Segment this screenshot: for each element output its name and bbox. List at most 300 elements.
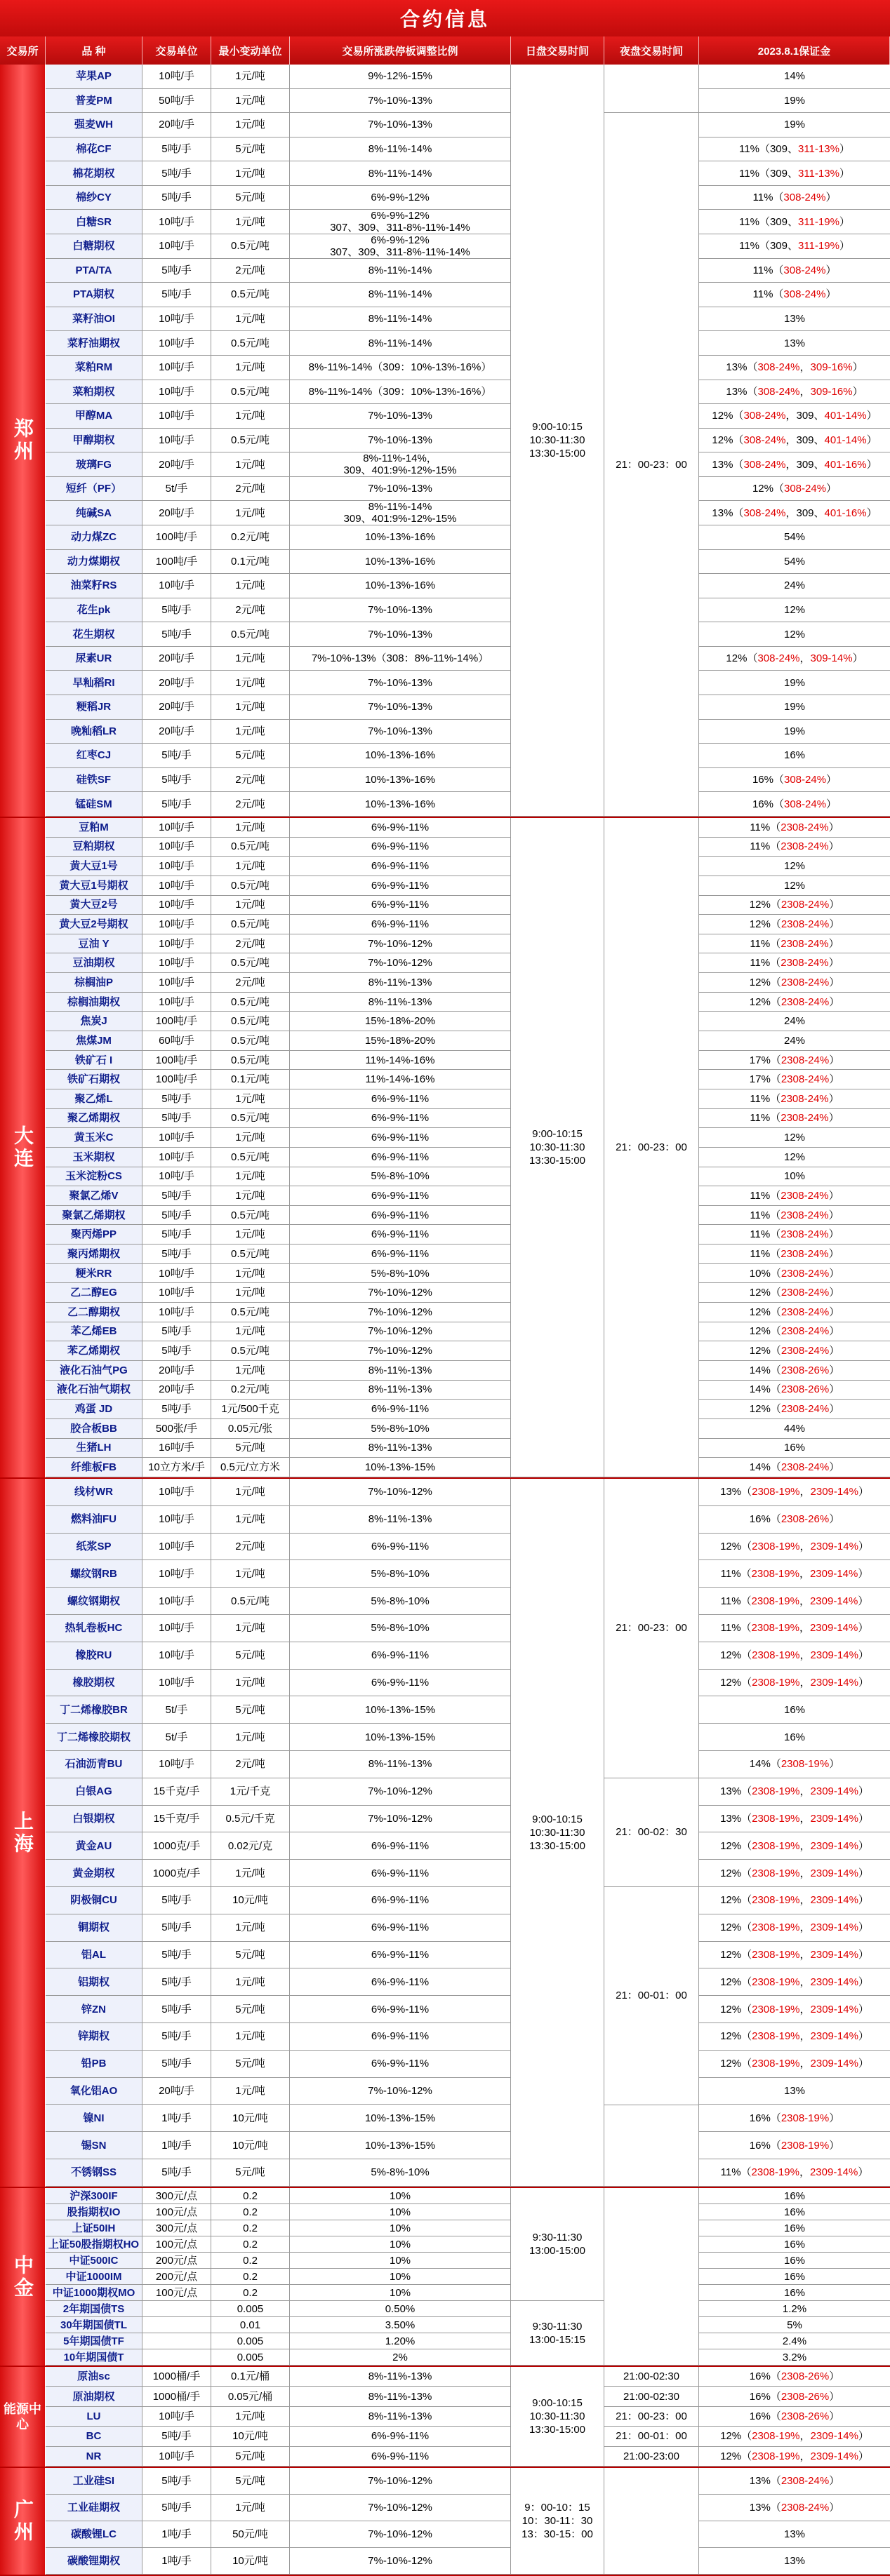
margin-cell: 12%（ 2308-19% ， 2309-14% ） (699, 1914, 890, 1942)
highlight-text: 2309-14% (810, 1921, 858, 1934)
limit-ratio-cell: 6%-9%-11% (290, 876, 511, 895)
unit-cell: 10吨/手 (142, 404, 211, 428)
table-row (46, 896, 511, 915)
product-cell: 花生pk (46, 598, 142, 622)
header-min-change: 最小变动单位 (211, 36, 290, 65)
limit-ratio-cell: 6%-9%-11% (290, 1670, 511, 1696)
product-cell: 橡胶期权 (46, 1670, 142, 1696)
margin-cell: 16% (699, 2269, 890, 2285)
table-row (46, 1887, 511, 1914)
highlight-text: 2308-24% (781, 1073, 830, 1086)
product-cell: 氧化铝AO (46, 2078, 142, 2105)
unit-cell: 60吨/手 (142, 1031, 211, 1050)
table-row (46, 792, 511, 817)
highlight-text: 2308-19% (752, 2058, 800, 2070)
unit-cell: 10吨/手 (142, 1167, 211, 1186)
night-session-column (604, 65, 699, 817)
table-row (46, 2204, 511, 2220)
table-row (46, 2333, 511, 2349)
highlight-text: 2309-14% (810, 2058, 858, 2070)
product-cell: 不锈钢SS (46, 2159, 142, 2186)
limit-ratio-cell: 8%-11%-13% (290, 1751, 511, 1778)
min-change-cell: 5元/吨 (211, 2159, 290, 2186)
highlight-text: 308-24% (757, 385, 800, 398)
table-row (46, 1968, 511, 1996)
table-row (46, 993, 511, 1012)
min-change-cell: 5元/吨 (211, 1439, 290, 1458)
night-session-time: 21：00-23：00 (604, 818, 698, 1477)
table-row (46, 1012, 511, 1031)
highlight-text: 308-24% (783, 288, 826, 301)
limit-ratio-cell: 6%-9%-11% (290, 1225, 511, 1244)
unit-cell: 5t/手 (142, 1696, 211, 1723)
product-cell: 纯碱SA (46, 501, 142, 525)
min-change-cell: 1元/吨 (211, 1860, 290, 1886)
limit-ratio-cell: 7%-10%-13% (290, 695, 511, 719)
exchange-label: 大连 (0, 818, 46, 1477)
table-row (46, 1400, 511, 1419)
unit-cell: 5t/手 (142, 1724, 211, 1750)
unit-cell: 5吨/手 (142, 1322, 211, 1341)
unit-cell: 100元/点 (142, 2285, 211, 2300)
product-cell: 阴极铜CU (46, 1887, 142, 1914)
highlight-text: 2308-19% (752, 1540, 800, 1552)
limit-ratio-cell: 6%-9%-11% (290, 1832, 511, 1859)
product-cell: BC (46, 2427, 142, 2446)
unit-cell: 20吨/手 (142, 452, 211, 476)
product-cell: 菜粕期权 (46, 380, 142, 404)
margin-cell: 24% (699, 1031, 890, 1051)
margin-cell: 10%（ 2308-24% ） (699, 1264, 890, 1284)
product-cell: PTA期权 (46, 283, 142, 307)
unit-cell: 10吨/手 (142, 1751, 211, 1778)
min-change-cell: 5元/吨 (211, 186, 290, 210)
highlight-text: 2308-19% (752, 1785, 800, 1798)
product-cell: 白糖SR (46, 210, 142, 234)
limit-ratio-cell: 7%-10%-12% (290, 1322, 511, 1341)
unit-cell: 100元/点 (142, 2236, 211, 2252)
product-cell: 聚氯乙烯V (46, 1186, 142, 1205)
product-cell: 聚乙烯期权 (46, 1109, 142, 1128)
product-cell: 普麦PM (46, 89, 142, 113)
contract-rows (46, 2367, 511, 2467)
unit-cell: 10吨/手 (142, 1642, 211, 1669)
margin-cell: 13%（ 308-24% ，309、 401-16% ） (699, 501, 890, 525)
limit-ratio-cell: 6%-9%-11% (290, 1914, 511, 1941)
min-change-cell: 0.5元/吨 (211, 380, 290, 404)
highlight-text: 309-16% (810, 361, 853, 374)
highlight-text: 311-13% (797, 143, 839, 156)
margin-cell: 12%（ 308-24% ，309、 401-14% ） (699, 404, 890, 429)
unit-cell: 1吨/手 (142, 2521, 211, 2547)
product-cell: 2年期国债TS (46, 2301, 142, 2316)
product-cell: 强麦WH (46, 113, 142, 137)
limit-ratio-cell: 10%-13%-15% (290, 2105, 511, 2131)
limit-ratio-cell: 1.20% (290, 2333, 511, 2349)
limit-ratio-cell: 6%-9%-11% (290, 1400, 511, 1418)
product-cell: 粳米RR (46, 1264, 142, 1283)
highlight-text: 2309-14% (810, 1894, 858, 1907)
limit-ratio-cell: 10%-13%-15% (290, 2132, 511, 2159)
highlight-text: 2309-14% (810, 2430, 858, 2443)
highlight-text: 2308-19% (752, 1975, 800, 1988)
margin-cell: 10% (699, 1167, 890, 1187)
product-cell: 短纤（PF） (46, 477, 142, 501)
night-session-time: 21：00-23：00 (604, 1479, 698, 1778)
limit-ratio-cell: 6%-9%-11% (290, 2427, 511, 2446)
margin-cell: 13% (699, 307, 890, 332)
highlight-text: 2308-24% (781, 1054, 830, 1066)
unit-cell: 5吨/手 (142, 744, 211, 767)
product-cell: 油菜籽RS (46, 574, 142, 598)
margin-cell: 12%（ 2308-19% ， 2309-14% ） (699, 1832, 890, 1860)
margin-cell: 44% (699, 1419, 890, 1439)
min-change-cell: 2元/吨 (211, 934, 290, 953)
min-change-cell: 0.2 (211, 2188, 290, 2203)
exchange-label: 上海 (0, 1479, 46, 2187)
limit-ratio-cell: 7%-10%-13% (290, 720, 511, 744)
table-row (46, 2023, 511, 2051)
min-change-cell: 0.5元/吨 (211, 876, 290, 895)
unit-cell: 5吨/手 (142, 137, 211, 161)
unit-cell: 15千克/手 (142, 1778, 211, 1805)
min-change-cell: 0.2 (211, 2236, 290, 2252)
min-change-cell: 1元/吨 (211, 720, 290, 744)
limit-ratio-cell: 6%-9%-11% (290, 1089, 511, 1108)
unit-cell: 100吨/手 (142, 1012, 211, 1031)
limit-ratio-cell: 7%-10%-12% (290, 2468, 511, 2494)
limit-ratio-cell: 10% (290, 2285, 511, 2300)
product-cell: 铝期权 (46, 1968, 142, 1995)
highlight-text: 2308-26% (781, 1383, 830, 1396)
table-row (46, 2269, 511, 2285)
product-cell: 30年期国债TL (46, 2317, 142, 2333)
table-row (46, 1419, 511, 1439)
min-change-cell: 5元/吨 (211, 2447, 290, 2466)
margin-cell: 11%（ 2308-19% ， 2309-14% ） (699, 1588, 890, 1615)
table-row (46, 2387, 511, 2406)
unit-cell: 10吨/手 (142, 1128, 211, 1147)
night-session-column (604, 2367, 699, 2467)
highlight-text: 2308-24% (781, 995, 830, 1008)
unit-cell: 10吨/手 (142, 993, 211, 1012)
highlight-text: 2308-24% (781, 1345, 830, 1357)
unit-cell: 10吨/手 (142, 307, 211, 331)
min-change-cell: 0.5元/吨 (211, 1588, 290, 1614)
table-row (46, 720, 511, 744)
exchange-label: 广州 (0, 2468, 46, 2575)
product-cell: 棕榈油期权 (46, 993, 142, 1012)
min-change-cell: 0.5元/吨 (211, 1109, 290, 1128)
product-cell: 股指期权IO (46, 2204, 142, 2220)
unit-cell: 10立方米/手 (142, 1458, 211, 1477)
margin-cell: 16%（ 2308-26% ） (699, 2387, 890, 2406)
margin-cell: 12%（ 2308-19% ， 2309-14% ） (699, 2051, 890, 2078)
product-cell: 白银期权 (46, 1806, 142, 1832)
product-cell: 焦煤JM (46, 1031, 142, 1050)
highlight-text: 401-14% (824, 410, 867, 422)
min-change-cell: 0.5元/吨 (211, 1245, 290, 1263)
limit-ratio-cell: 5%-8%-10% (290, 1588, 511, 1614)
product-cell: 中证500IC (46, 2253, 142, 2268)
unit-cell: 10吨/手 (142, 331, 211, 355)
product-cell: 5年期国债TF (46, 2333, 142, 2349)
min-change-cell: 1元/吨 (211, 1968, 290, 1995)
min-change-cell: 5元/吨 (211, 744, 290, 767)
margin-cell: 5% (699, 2317, 890, 2333)
min-change-cell: 1元/吨 (211, 2078, 290, 2105)
unit-cell: 200元/点 (142, 2269, 211, 2284)
table-row (46, 671, 511, 695)
margin-cell: 12%（ 2308-24% ） (699, 915, 890, 934)
unit-cell: 5吨/手 (142, 2023, 211, 2050)
unit-cell: 5吨/手 (142, 2051, 211, 2077)
product-cell: 玉米淀粉CS (46, 1167, 142, 1186)
night-session-time: 21：00-23：00 (604, 113, 698, 817)
limit-ratio-cell: 6%-9%-11% (290, 1206, 511, 1225)
limit-ratio-cell: 8%-11%-13% (290, 2367, 511, 2386)
highlight-text: 2308-24% (781, 1267, 830, 1280)
unit-cell: 5吨/手 (142, 1109, 211, 1128)
unit-cell: 10吨/手 (142, 429, 211, 452)
min-change-cell: 0.2 (211, 2220, 290, 2236)
exchange-section (0, 2188, 890, 2367)
product-cell: 鸡蛋 JD (46, 1400, 142, 1418)
unit-cell (142, 2317, 211, 2333)
product-cell: NR (46, 2447, 142, 2466)
limit-ratio-cell: 8%-11%-13% (290, 973, 511, 992)
header-unit: 交易单位 (142, 36, 211, 65)
header-product: 品 种 (46, 36, 142, 65)
page-title: 合约信息 (0, 0, 890, 36)
margin-cell: 16% (699, 1439, 890, 1458)
min-change-cell: 1元/吨 (211, 1225, 290, 1244)
day-session-column (511, 2188, 604, 2366)
min-change-cell: 1元/吨 (211, 113, 290, 137)
margin-cell: 12%（ 2308-19% ， 2309-14% ） (699, 1887, 890, 1914)
min-change-cell: 0.5元/吨 (211, 429, 290, 452)
min-change-cell: 0.005 (211, 2301, 290, 2316)
margin-cell: 19% (699, 113, 890, 137)
margin-cell: 16%（ 2308-19% ） (699, 2105, 890, 2132)
table-row (46, 1806, 511, 1833)
table-row (46, 452, 511, 477)
margin-cell: 11%（309、 311-19% ） (699, 234, 890, 259)
highlight-text: 2308-26% (781, 2390, 830, 2403)
min-change-cell: 0.1元/桶 (211, 2367, 290, 2386)
limit-ratio-cell: 10%-13%-16% (290, 550, 511, 574)
highlight-text: 2309-14% (810, 2030, 858, 2043)
margin-cell: 16% (699, 2220, 890, 2236)
table-row (46, 1341, 511, 1361)
unit-cell: 5吨/手 (142, 768, 211, 792)
product-cell: 镍NI (46, 2105, 142, 2131)
limit-ratio-cell: 7%-10%-13% (290, 429, 511, 452)
limit-ratio-cell: 8%-11%-14% (290, 307, 511, 331)
unit-cell: 20吨/手 (142, 1361, 211, 1380)
min-change-cell: 5元/吨 (211, 1942, 290, 1968)
unit-cell: 5吨/手 (142, 1089, 211, 1108)
product-cell: 焦炭J (46, 1012, 142, 1031)
highlight-text: 2308-19% (752, 1676, 800, 1689)
margin-cell: 11%（ 2308-24% ） (699, 838, 890, 857)
margin-cell: 12% (699, 1128, 890, 1148)
table-row (46, 259, 511, 283)
table-row (46, 1051, 511, 1071)
min-change-cell: 2元/吨 (211, 1751, 290, 1778)
margin-cell: 13%（ 2308-19% ， 2309-14% ） (699, 1806, 890, 1833)
night-session-column (604, 818, 699, 1477)
table-row (46, 331, 511, 356)
unit-cell: 20吨/手 (142, 720, 211, 744)
margin-cell: 13%（ 308-24% ， 309-16% ） (699, 380, 890, 405)
min-change-cell: 0.5元/吨 (211, 1051, 290, 1070)
margin-cell: 13%（ 2308-24% ） (699, 2495, 890, 2521)
min-change-cell: 0.5元/吨 (211, 1206, 290, 1225)
limit-ratio-cell: 6%-9%-11% (290, 1245, 511, 1263)
header-margin: 2023.8.1保证金 (699, 36, 890, 65)
day-session-time: 9:00-10:15 10:30-11:30 13:30-15:00 (511, 1479, 604, 2187)
night-session-time: 21：00-02：30 (604, 1778, 698, 1887)
day-session-time: 9:30-11:30 13:00-15:00 (511, 2188, 604, 2301)
margin-cell: 16% (699, 1696, 890, 1724)
product-cell: 甲醇MA (46, 404, 142, 428)
night-session-time: 21:00-02:30 (604, 2387, 698, 2406)
highlight-text: 401-16% (824, 507, 867, 519)
unit-cell: 10吨/手 (142, 2407, 211, 2426)
min-change-cell: 0.5元/吨 (211, 953, 290, 972)
table-row (46, 838, 511, 857)
highlight-text: 2308-26% (781, 2410, 830, 2422)
product-cell: 中证1000期权MO (46, 2285, 142, 2300)
limit-ratio-cell: 7%-10%-12% (290, 1778, 511, 1805)
highlight-text: 2308-19% (752, 2430, 800, 2443)
highlight-text: 2308-24% (781, 1403, 830, 1416)
limit-ratio-cell: 7%-10%-12% (290, 1283, 511, 1302)
highlight-text: 2309-14% (810, 1676, 858, 1689)
product-cell: 铁矿石期权 (46, 1070, 142, 1089)
min-change-cell: 1元/吨 (211, 161, 290, 185)
product-cell: 白银AG (46, 1778, 142, 1805)
unit-cell: 20吨/手 (142, 671, 211, 695)
min-change-cell: 10元/吨 (211, 2105, 290, 2131)
unit-cell: 20吨/手 (142, 2078, 211, 2105)
unit-cell: 20吨/手 (142, 113, 211, 137)
highlight-text: 2309-14% (810, 2003, 858, 2015)
product-cell: 铁矿石 I (46, 1051, 142, 1070)
night-session-time (604, 2105, 698, 2187)
highlight-text: 308-24% (783, 483, 827, 495)
table-row (46, 768, 511, 793)
highlight-text: 309-14% (810, 652, 853, 665)
product-cell: 锰硅SM (46, 792, 142, 816)
product-cell: 黄金期权 (46, 1860, 142, 1886)
highlight-text: 2308-24% (781, 976, 830, 988)
product-cell: 丁二烯橡胶期权 (46, 1724, 142, 1750)
table-row (46, 113, 511, 137)
limit-ratio-cell: 8%-11%-13% (290, 1381, 511, 1400)
unit-cell: 10吨/手 (142, 1588, 211, 1614)
limit-ratio-cell: 8%-11%-14% (290, 331, 511, 355)
min-change-cell: 0.5元/吨 (211, 1303, 290, 1322)
margin-cell: 12%（ 2308-24% ） (699, 1400, 890, 1419)
table-row (46, 2349, 511, 2366)
highlight-text: 308-24% (783, 774, 827, 786)
product-cell: 原油sc (46, 2367, 142, 2386)
limit-ratio-cell: 6%-9%-11% (290, 1109, 511, 1128)
table-row (46, 1283, 511, 1303)
table-row (46, 2236, 511, 2253)
product-cell: 菜籽油期权 (46, 331, 142, 355)
table-row (46, 1322, 511, 1342)
limit-ratio-cell: 7%-10%-13% (290, 598, 511, 622)
min-change-cell: 1元/吨 (211, 896, 290, 915)
table-row (46, 210, 511, 234)
margin-cell: 13%（ 2308-19% ， 2309-14% ） (699, 1479, 890, 1506)
limit-ratio-cell: 6%-9%-12% (290, 186, 511, 210)
table-row (46, 2367, 511, 2387)
highlight-text: 2309-14% (810, 1975, 858, 1988)
limit-ratio-cell: 0.50% (290, 2301, 511, 2316)
unit-cell: 10吨/手 (142, 1506, 211, 1533)
min-change-cell: 50元/吨 (211, 2521, 290, 2547)
exchange-label: 能源中心 (0, 2367, 46, 2467)
min-change-cell: 0.02元/克 (211, 1832, 290, 1859)
limit-ratio-cell: 6%-9%-11% (290, 1128, 511, 1147)
min-change-cell: 0.2元/吨 (211, 1381, 290, 1400)
limit-ratio-cell: 7%-10%-12% (290, 2548, 511, 2574)
highlight-text: 2309-14% (810, 1839, 858, 1852)
margin-cell: 12%（ 308-24% ， 309-14% ） (699, 647, 890, 671)
product-cell: 工业硅SI (46, 2468, 142, 2494)
margin-cell: 16% (699, 2204, 890, 2220)
unit-cell: 5吨/手 (142, 2495, 211, 2521)
margin-cell: 12% (699, 598, 890, 623)
highlight-text: 2308-24% (781, 840, 829, 853)
product-cell: 黄大豆2号期权 (46, 915, 142, 934)
night-session-time (604, 2188, 698, 2366)
min-change-cell: 0.1元/吨 (211, 550, 290, 574)
table-row (46, 161, 511, 186)
min-change-cell: 0.1元/吨 (211, 1070, 290, 1089)
min-change-cell: 2元/吨 (211, 477, 290, 501)
unit-cell: 300元/点 (142, 2188, 211, 2203)
table-row (46, 234, 511, 259)
table-row (46, 2495, 511, 2521)
product-cell: 黄大豆1号期权 (46, 876, 142, 895)
min-change-cell: 1元/吨 (211, 2407, 290, 2426)
table-row (46, 356, 511, 380)
limit-ratio-cell: 11%-14%-16% (290, 1051, 511, 1070)
unit-cell: 10吨/手 (142, 953, 211, 972)
min-change-cell: 2元/吨 (211, 598, 290, 622)
min-change-cell: 1元/千克 (211, 1778, 290, 1805)
table-row (46, 857, 511, 876)
day-session-time: 9:00-10:15 10:30-11:30 13:30-15:00 (511, 818, 604, 1477)
limit-ratio-cell: 8%-11%-13% (290, 2387, 511, 2406)
day-session-time: 9:00-10:15 10:30-11:30 13:30-15:00 (511, 2367, 604, 2467)
header-night-session: 夜盘交易时间 (604, 36, 699, 65)
highlight-text: 2308-19% (752, 1486, 800, 1498)
limit-ratio-cell: 8%-11%-13% (290, 1506, 511, 1533)
min-change-cell: 1元/吨 (211, 452, 290, 476)
product-cell: 生猪LH (46, 1439, 142, 1458)
margin-cell: 12% (699, 876, 890, 896)
min-change-cell: 1元/吨 (211, 356, 290, 380)
product-cell: 玻璃FG (46, 452, 142, 476)
unit-cell: 10吨/手 (142, 1560, 211, 1587)
margin-cell: 11%（ 2308-24% ） (699, 1109, 890, 1129)
